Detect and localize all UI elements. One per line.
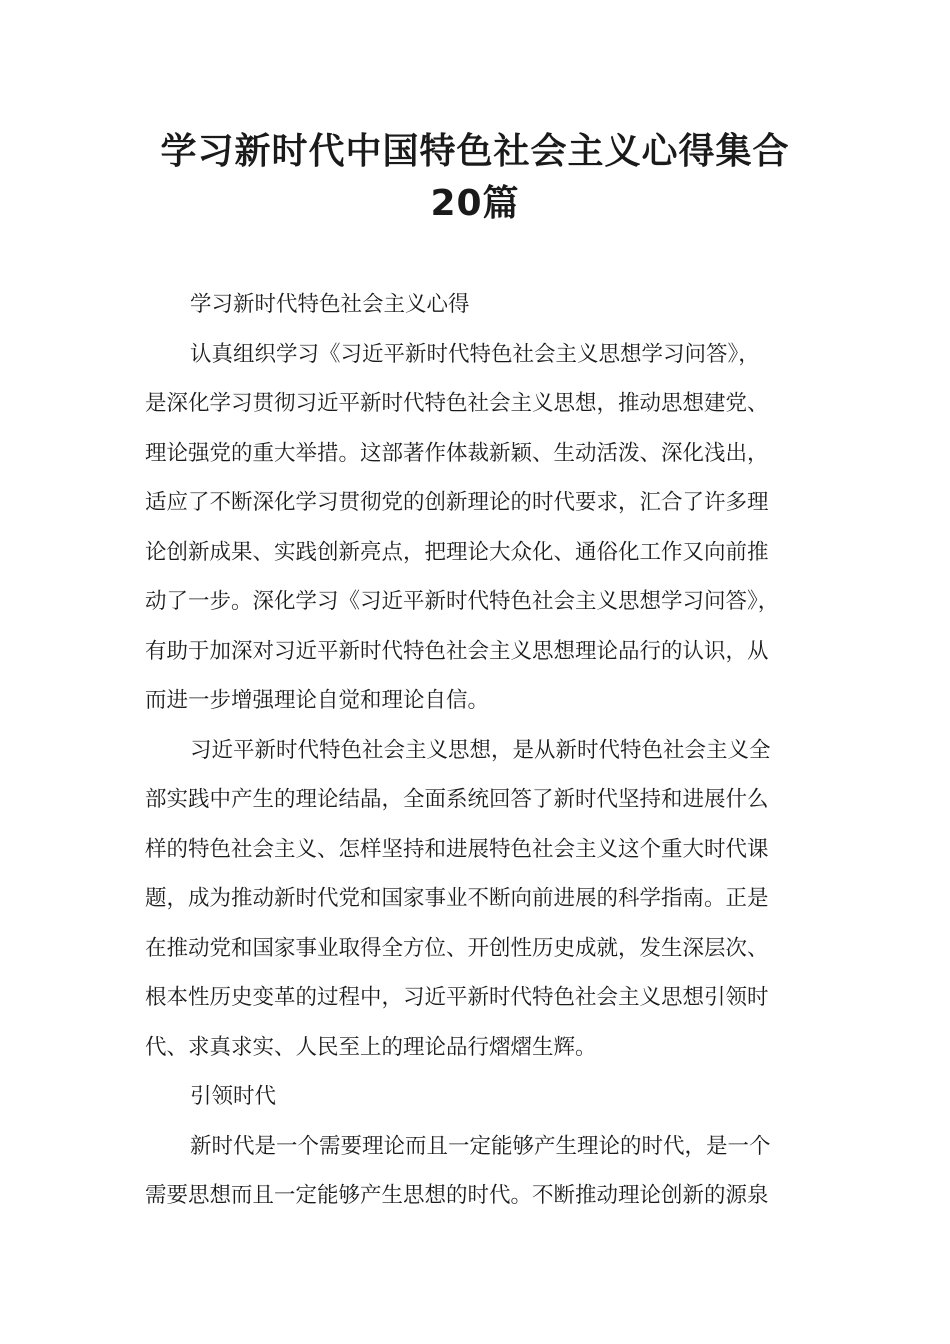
paragraph-line: 在推动党和国家事业取得全方位、开创性历史成就，发生深层次、 [145,935,769,961]
paragraph-line: 是深化学习贯彻习近平新时代特色社会主义思想，推动思想建党、 [145,391,769,416]
paragraph [145,726,825,1073]
paragraph-line: 新时代是一个需要理论而且一定能够产生理论的时代，是一个 [190,1133,771,1159]
paragraph-line: 论创新成果、实践创新亮点，把理论大众化、通俗化工作又向前推 [145,539,769,565]
title-line-2: 20篇 [430,183,520,224]
paragraph-line: 部实践中产生的理论结晶，全面系统回答了新时代坚持和进展什么 [145,787,769,812]
paragraph [145,1072,825,1122]
paragraph-line: 有助于加深对习近平新时代特色社会主义思想理论品行的认识，从 [145,638,769,664]
paragraph-line: 代、求真求实、人民至上的理论品行熠熠生辉。 [145,1034,597,1060]
paragraph-line: 动了一步。深化学习《习近平新时代特色社会主义思想学习问答》， [145,589,780,614]
paragraph-line: 需要思想而且一定能够产生思想的时代。不断推动理论创新的源泉 [145,1183,769,1208]
paragraph-line: 引领时代 [190,1084,277,1109]
paragraph-line: 题，成为推动新时代党和国家事业不断向前进展的科学指南。正是 [145,886,769,911]
paragraph-line: 理论强党的重大举措。这部著作体裁新颖、生动活泼、深化浅出， [145,440,769,466]
paragraph [145,280,825,330]
paragraph-line: 习近平新时代特色社会主义思想，是从新时代特色社会主义全 [190,737,771,763]
paragraph [145,1122,825,1221]
document-body [145,280,825,1221]
document-title [100,126,850,230]
paragraph-line: 样的特色社会主义、怎样坚持和进展特色社会主义这个重大时代课 [145,836,769,862]
paragraph-line: 根本性历史变革的过程中，习近平新时代特色社会主义思想引领时 [145,985,769,1010]
title-line-1: 学习新时代中国特色社会主义心得集合 [160,131,790,172]
paragraph-line: 适应了不断深化学习贯彻党的创新理论的时代要求，汇合了许多理 [145,490,769,515]
paragraph-line: 而进一步增强理论自觉和理论自信。 [145,688,490,713]
paragraph [145,330,825,726]
paragraph-line: 认真组织学习《习近平新时代特色社会主义思想学习问答》， [190,341,760,367]
paragraph-line: 学习新时代特色社会主义心得 [190,292,470,317]
